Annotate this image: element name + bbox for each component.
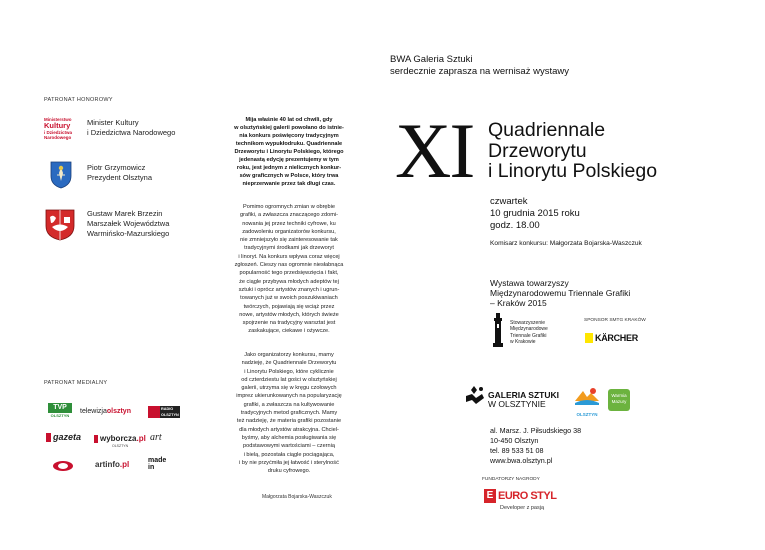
gallery-name [488,391,559,409]
patronat-honorowy-heading: PATRONAT HONOROWY [44,97,113,103]
art-logo: art [150,432,162,443]
bold-paragraph [224,116,354,188]
text-line: w olsztyńskiej galerii powołano do istnie- [234,125,344,131]
text-line: tradycyjnych metod graficznych. Mamy [240,410,338,417]
galeria-sztuki-figure-icon [462,384,486,408]
wyborcza-logo [94,434,146,443]
text-line: jedenastą edycję prezentujemy w tym [239,157,339,163]
karcher-logo [585,333,643,343]
tvp-olsztyn-logo [48,403,72,419]
logo-text: artinfo [95,460,120,469]
triennale-tower-icon [492,313,504,347]
wm-logo-line: Warmia [611,393,627,398]
companion-line: – Kraków 2015 [490,298,547,308]
roman-numeral: XI [395,107,474,194]
radio-olsztyn-logo [148,406,180,418]
companion-exhibition [490,278,630,308]
circle-media-logo-icon [52,459,74,471]
companion-line: Wystawa towarzyszy [490,278,569,288]
olsztyn-logo-text: OLSZTYN [576,412,598,417]
sponsor-line: Stowarzyszenie [510,320,546,326]
text-line: grafiki, a zwłaszcza znaczącego zdomi- [240,212,338,219]
fundatorzy-heading: FUNDATORZY NAGRODY [482,477,540,482]
sponsor-heading: SPONSOR SMTG KRAKÓW [584,318,646,323]
ministry-logo-line: Narodowego [44,134,72,140]
text-line: technikom wypukłodruku. Quadriennale [235,141,343,147]
logo-text: RADIO [161,407,174,411]
title-line: Quadriennale [488,119,606,141]
patronat-medialny-heading: PATRONAT MEDIALNY [44,380,108,386]
text-line: nowania jej przez techniki cyfrowe, ku [242,220,336,227]
text-line: towanych już w swoich poszukiwaniach [240,295,338,302]
text-line: zgłoszeń. Cieszy nas ogromnie niesłabnąca [234,262,344,269]
text-line: grafiki, a zwłaszcza na kultywowanie [243,401,335,408]
stowarzyszenie-text [510,320,548,345]
text-line: od czterdziestu lat gości w olsztyńskiej [241,376,337,383]
address-line: al. Marsz. J. Piłsudskiego 38 [490,426,582,435]
text-line: i by nie przyćmiła jej łatwość i sterylność [239,459,339,466]
signature: Małgorzata Bojarska-Waszczuk [262,494,332,500]
paragraph-3 [224,351,354,475]
gallery-name-line: W OLSZTYNIE [488,399,546,409]
text-line: nadzieję, że Quadriennale Drzeworytu [241,360,337,367]
tvp-logo-text: TVP [48,403,72,413]
commissioner: Komisarz konkursu: Małgorzata Bojarska-Waszczuk [490,240,642,247]
text-line: i linoryt. Na konkurs wpływa coraz więcej [238,253,340,260]
text-line: druku cyfrowego. [267,468,311,475]
text-line: że ciągle przybywa młodych adeptów tej [239,278,339,285]
text-line: i bielą, pozostała ciągle pociągająca, [243,451,335,458]
logo-text: wyborcza [100,434,137,443]
eurostyl-tagline: Developer z pasją [500,505,545,511]
ministry-logo [44,117,80,140]
text-line: imprez ukierunkowanych na popularyzację [236,393,342,400]
logo-text-accent: .pl [136,434,146,443]
warmia-mazury-coat-of-arms-icon [45,209,75,241]
text-line: dla młodych artystów atrakcyjna. Chciel- [239,426,339,433]
patron-line: Piotr Grzymowicz [87,163,146,172]
gallery-name-line: GALERIA SZTUKI [488,390,559,400]
logo-text: in [148,464,155,471]
patron-ministry [87,118,175,138]
text-line: twórczych, pojawiają się wciąż przez [243,303,335,310]
logo-text: made [148,457,167,464]
logo-text-accent: .pl [119,460,130,469]
wyborcza-sub: OLSZTYN [112,444,129,448]
tvp-logo-sub: OLSZTYN [50,413,70,418]
paragraph-2 [224,203,354,336]
sponsor-line: Triennale Grafiki [510,332,547,339]
companion-line: Międzynarodowemu Triennale Grafiki [490,288,631,298]
text-line: Jako organizatorzy konkursu, mamy [244,352,334,358]
text-line: popularność tego przedsięwzięcia i fakt, [239,270,339,277]
karcher-text: KÄRCHER [595,333,638,343]
title-line: Drzeworytu [488,139,587,162]
eurostyl-text: EURO STYL [498,490,557,502]
text-line: Drzeworytu i Linorytu Polskiego, którego [234,149,344,155]
warmia-mazury-logo [608,389,630,411]
address-line: tel. 89 533 51 08 [490,446,544,455]
sponsor-line: w Krakowie [510,338,536,345]
exhibition-date [490,196,580,232]
text-line: zaskakujące, ciekawe i ożywcze. [248,328,330,335]
text-line: zadowoleniu organizatorów konkursu, [242,228,336,235]
text-line: Mija właśnie 40 lat od chwili, gdy [245,117,333,123]
address-line: 10-450 Olsztyn [490,436,539,445]
ministry-logo-line: Ministerstwo [44,117,72,122]
exhibition-title [488,120,657,182]
patron-line: Marszałek Województwa [87,219,170,228]
patron-line: Warmińsko-Mazurskiego [87,229,170,238]
ministry-logo-line: Kultury [44,121,71,130]
ministry-logo-line: i Dziedzictwa [44,129,73,135]
text-line: galerii, utrzyma się w kręgu czołowych [241,385,337,392]
patron-line: Prezydent Olsztyna [87,173,153,182]
logo-text-accent: olsztyn [106,408,131,415]
address-line: www.bwa.olsztyn.pl [490,456,553,465]
text-line: byśmy, aby alchemia posługiwania się [241,434,337,441]
text-line: też nadzieję, że materia grafiki pozostanie [236,418,342,425]
invitation-line: serdecznie zaprasza na wernisaż wystawy [390,66,569,77]
gazeta-logo [46,432,81,442]
text-line: Pomimo ogromnych zmian w obrębie [242,204,336,210]
sponsor-line: Międzynarodowe [510,326,548,333]
text-line: sów graficznych w Polsce, który trwa [239,173,339,179]
logo-text: telewizja [80,408,107,415]
logo-text: OLSZTYN [161,413,179,417]
olsztyn-city-logo [573,387,601,417]
patron-line: Minister Kultury [87,118,139,127]
title-line: i Linorytu Polskiego [488,160,658,182]
made-in-logo [148,457,166,471]
text-line: spojrzenie na tradycyjny warsztat jest [242,320,336,327]
telewizja-olsztyn-logo [80,408,131,415]
text-line: nowe, artystów młodych, których świeże [239,311,339,318]
patron-line: i Dziedzictwa Narodowego [87,128,176,137]
wm-logo-line: Mazury [611,399,627,404]
date-line: godz. 18.00 [490,220,540,231]
olsztyn-coat-of-arms-icon [50,161,72,189]
date-line: czwartek [490,196,528,207]
text-line: nia konkurs poświęcony tradycyjnym [239,133,339,139]
patron-mayor [87,163,152,183]
logo-text: gazeta [53,432,82,442]
artinfo-logo [95,460,129,469]
text-line: tradycyjnymi środkami jak drzeworyt [244,245,334,252]
text-line: i Linorytu Polskiego, które cyklicznie [244,368,334,375]
text-line: nie zmniejszyło się zainteresowanie tak [240,237,338,244]
invitation-line: BWA Galeria Sztuki [390,54,473,65]
date-line: 10 grudnia 2015 roku [490,208,580,219]
gallery-address [490,426,581,466]
text-line: roku, jest jednym z nielicznych konkur- [236,165,342,171]
patron-line: Gustaw Marek Brzezin [87,209,163,218]
text-line: nieprzerwanie przez tak długi czas. [242,181,336,187]
invitation [390,54,569,78]
eurostyl-logo: E EURO STYL [484,489,556,503]
text-line: sztuki i oprócz artystów znanych i ugrun- [238,286,340,293]
text-line: podstawowymi wartościami – czernią [242,443,336,450]
patron-marshal [87,209,169,239]
